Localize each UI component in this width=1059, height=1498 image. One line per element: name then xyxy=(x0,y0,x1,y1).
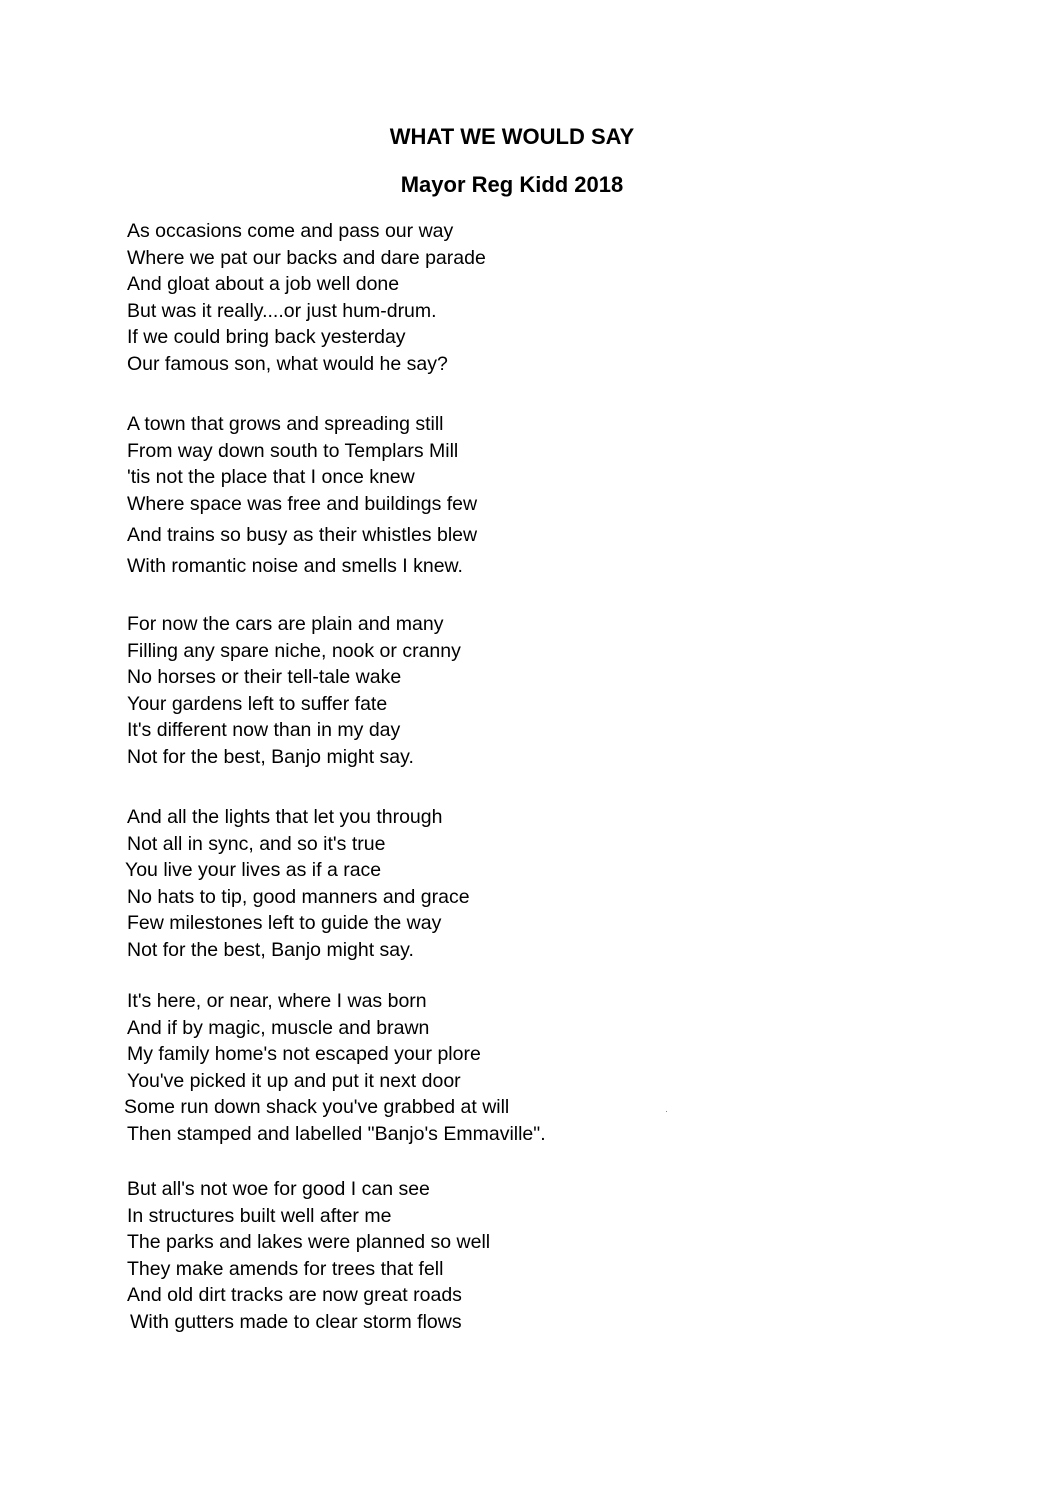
poem-line: They make amends for trees that fell xyxy=(127,1257,444,1280)
poem-line: In structures built well after me xyxy=(127,1204,392,1227)
poem-line: But was it really....or just hum-drum. xyxy=(127,299,437,322)
poem-line: Where space was free and buildings few xyxy=(127,492,478,515)
poem-line: It's different now than in my day xyxy=(127,719,401,742)
poem-line: No horses or their tell-tale wake xyxy=(127,666,402,689)
poem-line: Where we pat our backs and dare parade xyxy=(127,246,486,269)
poem-line: Few milestones left to guide the way xyxy=(127,912,442,935)
poem-line: Not for the best, Banjo might say. xyxy=(127,938,414,961)
poem-line: And trains so busy as their whistles blew xyxy=(127,524,478,547)
poem-line: But all's not woe for good I can see xyxy=(127,1178,430,1200)
poem-line: And all the lights that let you through xyxy=(127,806,443,828)
poem-line: It's here, or near, where I was born xyxy=(127,990,427,1012)
poem-title: WHAT WE WOULD SAY xyxy=(389,124,635,149)
poem-line: You've picked it up and put it next door xyxy=(127,1069,461,1092)
stanza-5 xyxy=(124,988,546,1148)
stanza-2 xyxy=(127,411,477,580)
poem-line: The parks and lakes were planned so well xyxy=(127,1231,491,1254)
poem-line: Not all in sync, and so it's true xyxy=(127,832,386,855)
poem-line: From way down south to Templars Mill xyxy=(127,439,459,462)
stanza-1 xyxy=(127,218,486,378)
poem-line: 'tis not the place that I once knew xyxy=(127,466,415,489)
poem-line: Then stamped and labelled "Banjo's Emmaville". xyxy=(127,1122,546,1145)
scan-speck xyxy=(666,1111,667,1112)
poem-line: Some run down shack you've grabbed at will xyxy=(124,1096,510,1119)
poem-line: For now the cars are plain and many xyxy=(127,613,444,635)
poem-line: Filling any spare niche, nook or cranny xyxy=(127,639,461,662)
poem-line: A town that grows and spreading still xyxy=(127,413,444,435)
poem-author: Mayor Reg Kidd 2018 xyxy=(400,172,624,197)
poem-line: As occasions come and pass our way xyxy=(127,220,454,242)
stanza-4 xyxy=(127,804,470,964)
poem-line: And if by magic, muscle and brawn xyxy=(127,1016,430,1039)
poem-line: Our famous son, what would he say? xyxy=(127,352,448,375)
stanza-3 xyxy=(127,611,461,771)
poem-line: Your gardens left to suffer fate xyxy=(127,692,388,715)
poem-line: With gutters made to clear storm flows xyxy=(130,1310,462,1333)
poem-line: With romantic noise and smells I knew. xyxy=(127,554,463,577)
poem-line: And gloat about a job well done xyxy=(127,273,400,296)
poem-line: You live your lives as if a race xyxy=(125,859,382,882)
poem-line: Not for the best, Banjo might say. xyxy=(127,745,414,768)
poem-line: My family home's not escaped your plore xyxy=(127,1043,481,1066)
poem-line: No hats to tip, good manners and grace xyxy=(127,885,470,908)
poem-line: And old dirt tracks are now great roads xyxy=(127,1284,462,1307)
poem-line: If we could bring back yesterday xyxy=(127,326,406,349)
stanza-6 xyxy=(127,1176,490,1336)
